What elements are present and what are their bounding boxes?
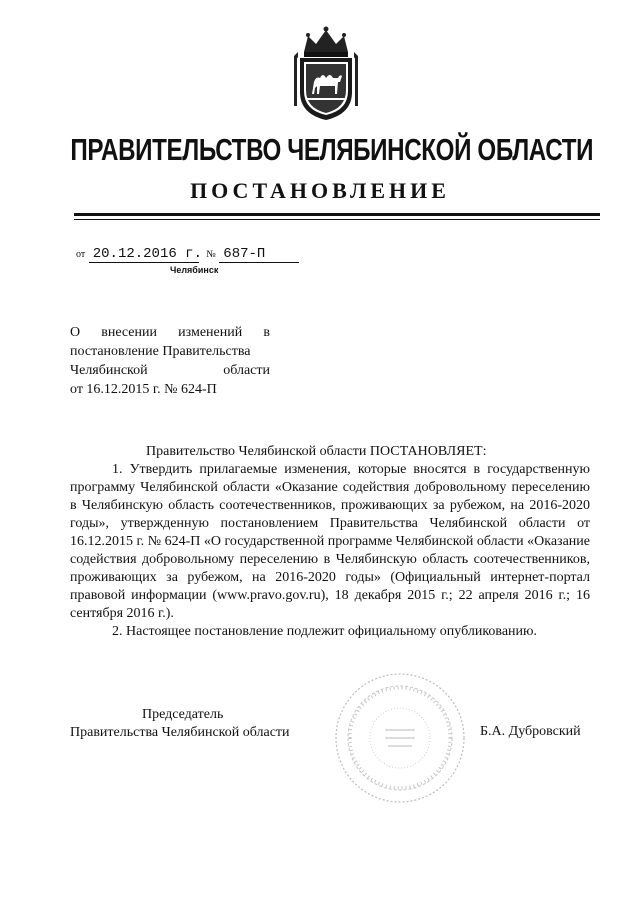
preamble: Правительство Челябинской области ПОСТАНОВЛЯЕТ: [146, 444, 487, 459]
coat-of-arms-icon [290, 22, 362, 122]
subject-line-1: О внесении изменений в [70, 325, 270, 340]
header-divider-thin [74, 219, 600, 220]
header-divider-thick [74, 213, 600, 216]
subject-line-2: постановление Правительства [70, 344, 251, 359]
signature-position-line-2: Правительства Челябинской области [70, 725, 290, 740]
signature-position-line-1: Председатель [142, 707, 224, 722]
paragraph-2: 2. Настоящее постановление подлежит официальному опубликованию. [112, 624, 537, 639]
city: Челябинск [170, 265, 219, 275]
paragraph-1: 1. Утвердить прилагаемые изменения, которые вносятся в государственную программу Челябинской области «Оказание содействия добровольному переселению в Челябинскую область соотечественников, проживающих за рубежом, на 2016-2020 годы», утвержденную постановлением Правительства Челябинской области от 16.12.2015 г. № 624-П «О государственной программе Челябинской области «Оказание содействия добровольному переселению в Челябинскую область соотечественников, проживающих за рубежом, на 2016-2020 годы» (Официальный интернет-портал правовой информации (www.pravo.gov.ru), 18 декабря 2015 г.; 22 апреля 2016 г.; 16 сентября 2016 г.). [70, 462, 590, 621]
signature-block [70, 706, 290, 742]
document-meta [76, 246, 299, 263]
official-seal-icon [330, 668, 470, 808]
document-body [70, 443, 590, 641]
government-title: ПРАВИТЕЛЬСТВО ЧЕЛЯБИНСКОЙ ОБЛАСТИ [70, 132, 594, 167]
signatory-name: Б.А. Дубровский [480, 724, 581, 739]
subject-line-3: Челябинской области [70, 363, 270, 378]
subject-line-4: от 16.12.2015 г. № 624-П [70, 382, 217, 397]
date-prefix: от [76, 249, 86, 260]
number-prefix: № [206, 249, 216, 260]
document-subject [70, 323, 270, 399]
document-date: 20.12.2016 г. [89, 246, 199, 263]
document-type: ПОСТАНОВЛЕНИЕ [190, 178, 450, 203]
document-number: 687-П [219, 246, 299, 263]
